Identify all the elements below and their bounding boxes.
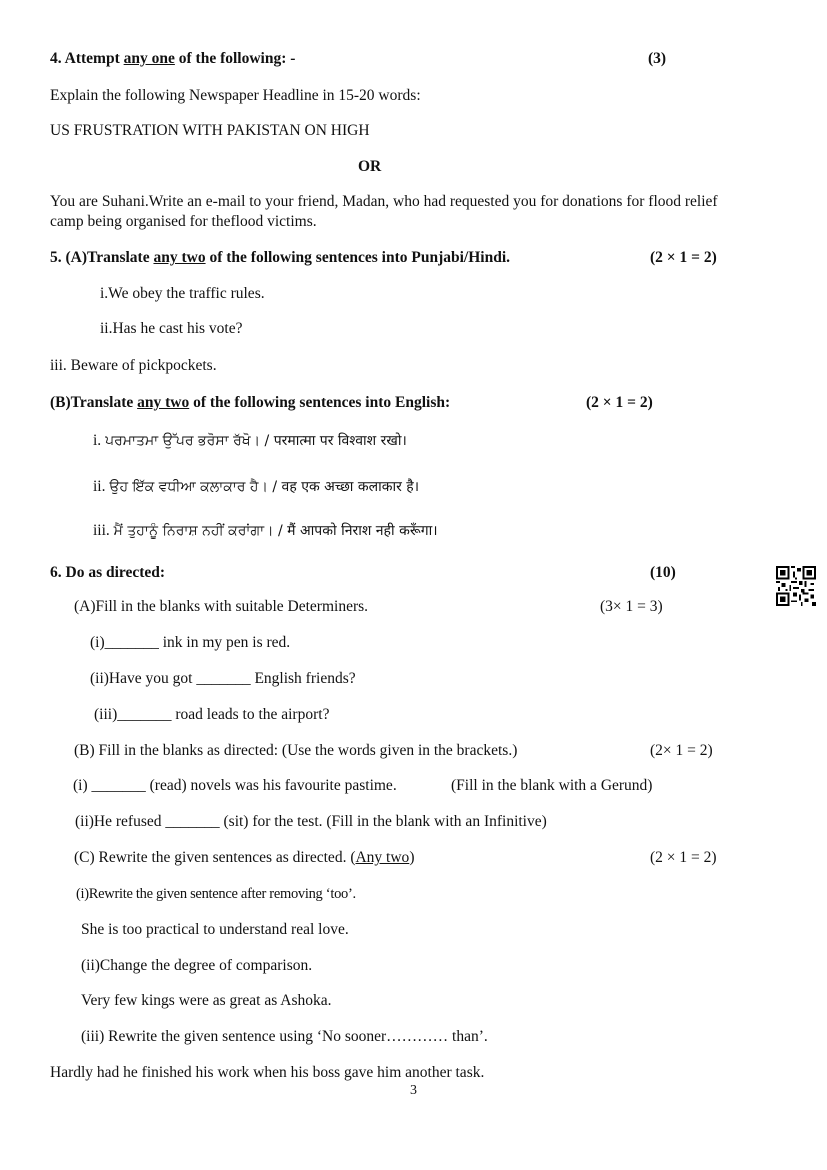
q6a-heading: (A)Fill in the blanks with suitable Determiners. [74, 598, 369, 615]
q5a-marks: (2 × 1 = 2) [650, 249, 717, 266]
q6a-marks: (3× 1 = 3) [600, 598, 663, 615]
q5a-heading: 5. (A)Translate any two of the following sentences into Punjabi/Hindi. [50, 249, 511, 266]
q5a-item: iii. Beware of pickpockets. [50, 357, 217, 374]
q6b-item1-note: (Fill in the blank with a Gerund) [451, 777, 653, 794]
q6-heading: 6. Do as directed: [50, 564, 166, 581]
q6c-heading: (C) Rewrite the given sentences as directed. (Any two) [74, 849, 415, 866]
q4-marks: (3) [648, 50, 667, 67]
q6c-i-instruction: (i)Rewrite the given sentence after removing ‘too’. [76, 886, 356, 902]
q4-email-line2: camp being organised for theflood victims. [50, 213, 317, 230]
q5a-item: i.We obey the traffic rules. [100, 285, 265, 302]
q5b-item: ii. ਉਹ ਇੱਕ ਵਧੀਆ ਕਲਾਕਾਰ ਹੈ। / वह एक अच्छा कलाकार है। [93, 478, 420, 495]
q6a-item: (iii)_______ road leads to the airport? [94, 706, 330, 723]
qr-code-icon [776, 566, 816, 606]
q5b-marks: (2 × 1 = 2) [586, 394, 653, 411]
q6c-marks: (2 × 1 = 2) [650, 849, 717, 866]
q5b-item: i. ਪਰਮਾਤਮਾ ਉੱਪਰ ਭਰੋਸਾ ਰੱਖੋ। / परमात्मा पर विश्वाश रखो। [93, 432, 407, 449]
q6a-item: (i)_______ ink in my pen is red. [90, 634, 291, 651]
page-number: 3 [410, 1083, 417, 1098]
q6b-item2: (ii)He refused _______ (sit) for the test. (Fill in the blank with an Infinitive) [75, 813, 547, 830]
q4-instruction: Explain the following Newspaper Headline in 15-20 words: [50, 87, 421, 104]
q5b-heading: (B)Translate any two of the following sentences into English: [50, 394, 451, 411]
q6c-i-sentence: She is too practical to understand real love. [81, 921, 349, 938]
q6c-iii-instruction: (iii) Rewrite the given sentence using ‘No sooner………… than’. [81, 1028, 488, 1045]
q5b-item: iii. ਮੈਂ ਤੁਹਾਨੂੰ ਨਿਰਾਸ਼ ਨਹੀਂ ਕਰਾਂਗਾ। / मैं आपको निराश नही करूँगा। [93, 522, 438, 539]
q4-heading: 4. Attempt any one of the following: - [50, 50, 296, 67]
q6c-ii-instruction: (ii)Change the degree of comparison. [81, 957, 313, 974]
q6-marks: (10) [650, 564, 676, 581]
q6c-iii-sentence: Hardly had he finished his work when his boss gave him another task. [50, 1064, 485, 1081]
q4-email-line1: You are Suhani.Write an e-mail to your friend, Madan, who had requested you for donations for flood relief [50, 193, 718, 210]
q4-or: OR [358, 158, 382, 175]
q4-headline: US FRUSTRATION WITH PAKISTAN ON HIGH [50, 122, 370, 139]
q6c-ii-sentence: Very few kings were as great as Ashoka. [81, 992, 332, 1009]
q6a-item: (ii)Have you got _______ English friends? [90, 670, 356, 687]
q6b-item1: (i) _______ (read) novels was his favourite pastime. [73, 777, 397, 794]
q6b-heading: (B) Fill in the blanks as directed: (Use the words given in the brackets.) [74, 742, 518, 759]
q6b-marks: (2× 1 = 2) [650, 742, 713, 759]
q5a-item: ii.Has he cast his vote? [100, 320, 243, 337]
